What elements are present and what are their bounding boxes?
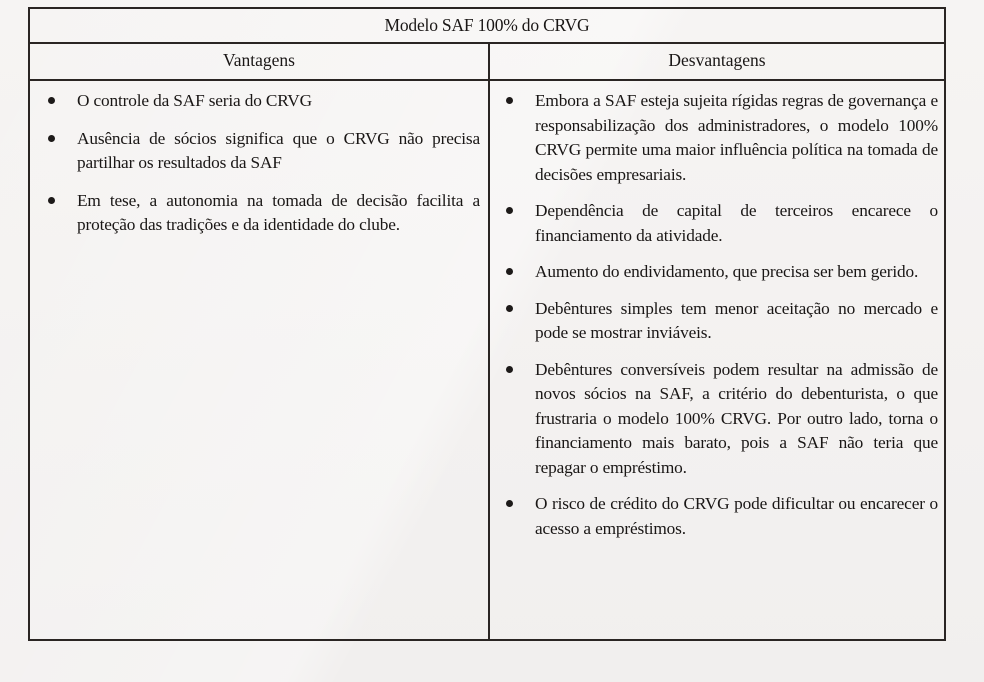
list-item-text: O controle da SAF seria do CRVG: [77, 91, 312, 110]
list-item-text: O risco de crédito do CRVG pode dificultar ou encarecer o acesso a empréstimos.: [535, 494, 938, 538]
bullet-icon: [48, 97, 55, 104]
table-title: Modelo SAF 100% do CRVG: [30, 9, 944, 44]
list-item: [48, 189, 480, 238]
list-item-text: Em tese, a autonomia na tomada de decisão facilita a proteção das tradições e da identidade do clube.: [77, 190, 480, 234]
bullet-icon: [506, 500, 513, 507]
list-item-text: Embora a SAF esteja sujeita rígidas regras de governança e responsabilização dos administradores, o modelo 100% CRVG permite uma maior influência política na tomada de decisões empresariais.: [535, 91, 938, 184]
header-desvantagens: Desvantagens: [668, 50, 766, 70]
bullet-icon: [506, 207, 513, 214]
list-item: [506, 89, 938, 187]
bullet-icon: [506, 305, 513, 312]
list-item: [506, 492, 938, 541]
list-item-text: Dependência de capital de terceiros encarece o financiamento da atividade.: [535, 201, 938, 245]
list-item: [48, 89, 480, 114]
list-item: [48, 127, 480, 176]
bullet-icon: [48, 197, 55, 204]
list-item-text: Debêntures simples tem menor aceitação no mercado e pode se mostrar inviáveis.: [535, 298, 938, 342]
bullet-icon: [506, 268, 513, 275]
desvantagens-list: [506, 89, 938, 541]
list-item-text: Ausência de sócios significa que o CRVG não precisa partilhar os resultados da SAF: [77, 128, 480, 172]
comparison-table: [28, 7, 946, 641]
bullet-icon: [506, 97, 513, 104]
column-divider: [488, 44, 490, 639]
vantagens-list: [48, 89, 480, 238]
list-item: [506, 260, 938, 285]
bullet-icon: [506, 366, 513, 373]
bullet-icon: [48, 135, 55, 142]
list-item-text: Debêntures conversíveis podem resultar na admissão de novos sócios na SAF, a critério do debenturista, o que frustraria o modelo 100% CRVG. Por outro lado, torna o financiamento mais barato, pois a SAF não teria que repagar o empréstimo.: [535, 359, 938, 477]
header-vantagens: Vantagens: [223, 50, 295, 70]
table-header-row: [30, 44, 944, 81]
list-item: [506, 297, 938, 346]
list-item: [506, 358, 938, 481]
list-item-text: Aumento do endividamento, que precisa ser bem gerido.: [535, 262, 919, 281]
desvantagens-column: [506, 89, 938, 553]
vantagens-column: [48, 89, 480, 251]
list-item: [506, 199, 938, 248]
